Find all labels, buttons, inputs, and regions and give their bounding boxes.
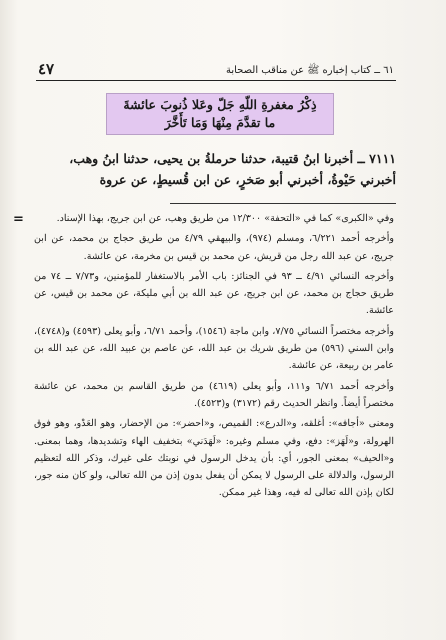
page-header (38, 56, 394, 78)
running-title: ٦١ ــ كتاب إخباره ﷺ عن مناقب الصحابة (225, 65, 394, 76)
footnote-paragraph: ومعنى «أجافه»: أغلقه، و«الدرع»: القميص، و«احضر»: من الإحضار، وهو العَدْو، وهو فوق الهرولة، و«لَهَز»: دفع، وفي مسلم وغيره: «لَهَدَني» بتخفيف الهاء وتشديدها، وهما بمعنى. و«الحيف» بمعنى الجور، أي: بأن يدخل الرسول في نوبتك على غيرك، وذكر الله لتعظيم الرسول، والدلالة على الرسول لا يمكن أن يفعل بدون إذن من الله تعالى، ولو كان منه جور، لكان بإذن الله تعالى له فيه، وهذا غير ممكن. (34, 418, 394, 499)
footnote-paragraph: وفي «الكبرى» كما في «التحفة» ١٢/٣٠٠ من طريق وهب، عن ابن جريج، بهذا الإسناد. (56, 213, 394, 224)
hadith-line-2: أخبرني حَيْوةُ، أخبرني أبو صَخرٍ، عن ابن قُسيطٍ، عن عروة (99, 172, 396, 187)
chapter-heading-line-2: ما تقدَّمَ مِنْهَا وَمَا تَأَخَّرَ (164, 115, 276, 130)
footnote-divider (170, 203, 396, 204)
hadith-text (24, 148, 396, 190)
footnote-paragraph: وأخرجه أحمد ٦/٢٢١، ومسلم (٩٧٤)، والبيهقي ٤/٧٩ من طريق حجاج بن محمد، عن ابن جريج، عن عبد الله رجل من قريش، عن محمد بن قيس بن مخرمة، عن عائشة. (34, 233, 395, 262)
footnote-paragraph: وأخرجه النسائي ٤/٩١ ــ ٩٣ في الجنائز: باب الأمر بالاستغفار للمؤمنين، و٧/٧٣ ــ ٧٤ من طريق حجاج بن محمد، عن ابن جريج، عن عبد الله بن أبي مليكة، عن محمد بن قيس، عن عائشة. (34, 270, 394, 317)
page-number: ٤٧ (38, 60, 55, 78)
chapter-heading (106, 93, 334, 135)
chapter-heading-line-1: ذِكْرُ مغفرةِ اللّهِ جَلّ وعَلا ذُنوبَ عائشةَ (123, 97, 317, 112)
footnotes (34, 210, 394, 505)
header-divider (36, 80, 396, 81)
continuation-mark: = (13, 212, 24, 227)
hadith-line-1: ٧١١١ ــ أخبرنا ابنُ قتيبة، حدثنا حرملةُ بن يحيى، حدثنا ابنُ وهب، (69, 151, 396, 166)
footnote-paragraph: وأخرجه أحمد ٦/٧١ و١١١، وأبو يعلى (٤٦١٩) من طريق القاسم بن محمد، عن عائشة مختصراً أيضاً. وانظر الحديث رقم (٣١٧٢) و(٤٥٢٣). (34, 380, 395, 409)
footnote-paragraph: وأخرجه مختصراً النسائي ٧/٧٥، وابن ماجة (١٥٤٦)، وأحمد ٦/٧١، وأبو يعلى (٤٥٩٣) و(٤٧٤٨)، وابن السني (٥٩٦) من طريق شريك بن عبد الله، عن عاصم بن عبيد الله، عن عبد الله بن عامر بن ربيعة، عن عائشة. (34, 325, 394, 372)
